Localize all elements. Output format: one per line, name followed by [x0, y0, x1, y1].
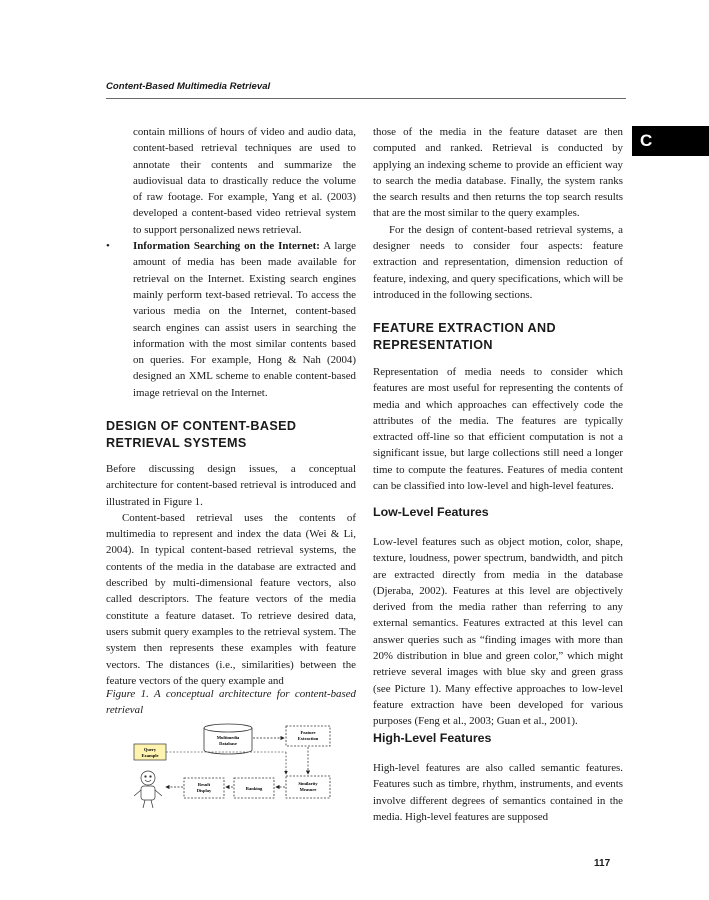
right-column-high-level-body	[373, 760, 623, 825]
right-column-feature-body	[373, 364, 623, 494]
bullet-mark: •	[106, 240, 110, 253]
thumb-tab-letter: C	[640, 131, 653, 150]
bullet-item	[106, 238, 356, 401]
user-icon	[134, 771, 162, 808]
section-thumb-tab	[632, 126, 709, 156]
subheading-low-level: Low-Level Features	[373, 505, 489, 519]
feature-paragraph: Representation of media needs to consider which features are most useful for representing the contents of media and which approaches can effectively code the attributes of the media. The features are typically extracted off-line so that efficient computation is not a significant issue, but large collections still need a longer time to compute the features. Features of media content can be classified into low-level and high-level features.	[373, 366, 623, 493]
feature-extraction-label-1: Feature	[300, 730, 316, 735]
figure-caption: Figure 1. A conceptual architecture for content-based retrieval	[106, 688, 356, 717]
right-column-low-level-body	[373, 534, 623, 730]
high-level-paragraph: High-level features are also called semantic features. Features such as timbre, rhythm, instruments, and events involve different degrees of semantics contained in the media. High-level features are supposed	[373, 762, 623, 823]
design-paragraph-2: Content-based retrieval uses the contents of multimedia to represent and index the data (Wei & Li, 2004). In typical content-based retrieval systems, the contents of the media in the database are extracted and described by multi-dimensional feature vectors, also called descriptors. The feature vectors of the media constitute a feature dataset. To retrieve desired data, users submit query examples to the retrieval system. The system then represents these examples with feature vectors. The distances (i.e., similarities) between the feature vectors of the query example and	[106, 511, 356, 687]
query-example-label-2: Example	[141, 753, 159, 758]
bullet-title: Information Searching on the Internet:	[133, 240, 320, 253]
multimedia-database-node	[204, 724, 252, 754]
similarity-measure-label-1: Similarity	[298, 781, 318, 786]
left-column-top	[106, 124, 356, 401]
design-paragraph-1: Before discussing design issues, a conceptual architecture for content-based retrieval is introduced and illustrated in Figure 1.	[106, 463, 356, 508]
section-heading-feature-extraction: FEATURE EXTRACTION AND REPRESENTATION	[373, 321, 557, 352]
subheading-high-level: High-Level Features	[373, 731, 492, 745]
intro-continuation: contain millions of hours of video and audio data, content-based retrieval techniques are used to annotate their contents and summarize the audiovisual data to drastically reduce the volume of raw footage. For example, Yang et al. (2003) developed a content-based video retrieval system to support personalized news retrieval.	[133, 126, 356, 236]
right-column-top	[373, 124, 623, 303]
page-number: 117	[594, 858, 611, 869]
similarity-measure-label-2: Measure	[299, 787, 317, 792]
result-display-label-1: Result	[197, 782, 211, 787]
query-example-node	[134, 744, 166, 760]
feature-extraction-node	[286, 726, 330, 746]
running-head: Content-Based Multimedia Retrieval	[106, 81, 626, 99]
ranking-label: Ranking	[245, 786, 263, 791]
low-level-paragraph: Low-level features such as object motion, color, shape, texture, loudness, power spectrum, bandwidth, and pitch are extracted directly from media in the database (Djeraba, 2002). Features at this level are objectively derived from the media rather than referring to any external semantics. Features extracted at this level can answer queries such as “finding images with more than 20% distribution in blue and green color,” which might retrieve several images with blue sky and green grass (see Picture 1). Many effective approaches to low-level feature extraction have been developed for various purposes (Feng et al., 2003; Guan et al., 2001).	[373, 536, 623, 728]
architecture-figure	[126, 720, 346, 812]
multimedia-database-label-1: Multimedia	[216, 735, 240, 740]
right-paragraph-1: those of the media in the feature dataset are then computed and ranked. Retrieval is conducted by applying an indexing scheme to provide an efficient way to search the media database. Finally, the system ranks the search results and then returns the top search results that are the most similar to the query examples.	[373, 126, 623, 220]
right-paragraph-2: For the design of content-based retrieval systems, a designer needs to consider four aspects: feature extraction and representation, dimension reduction of feature, indexing, and query specifications, which will be introduced in the following sections.	[373, 223, 623, 301]
left-column-body	[106, 461, 356, 689]
bullet-text: A large amount of media has been made available for retrieval on the Internet. Existing search engines mainly perform text-based retrieval. To access the various media on the Internet, content-based search engines can assist users in searching the information with the most similar contents based on queries. For example, Hong & Nah (2004) designed an XML scheme to enable content-based image retrieval on the Internet.	[133, 240, 356, 399]
result-display-node	[184, 778, 224, 798]
similarity-measure-node	[286, 776, 330, 798]
query-example-label-1: Query	[143, 747, 157, 752]
section-heading-design: DESIGN OF CONTENT-BASED RETRIEVAL SYSTEMS	[106, 419, 297, 450]
ranking-node	[234, 778, 274, 798]
feature-extraction-label-2: Extraction	[297, 736, 319, 741]
multimedia-database-label-2: Database	[219, 741, 237, 746]
result-display-label-2: Display	[196, 788, 212, 793]
